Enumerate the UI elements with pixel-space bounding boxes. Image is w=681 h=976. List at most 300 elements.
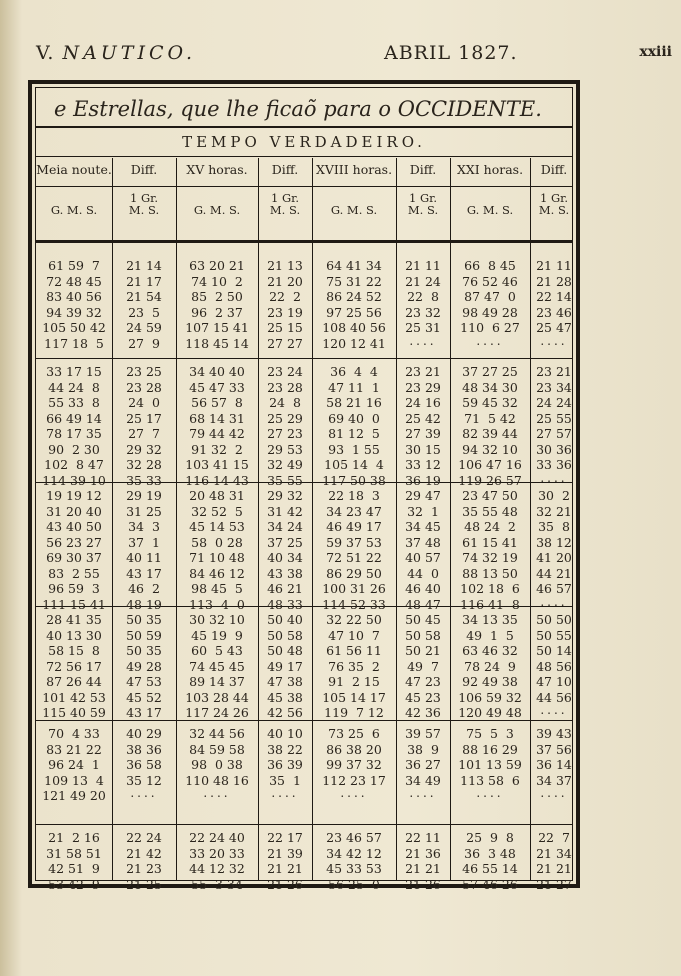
table-cell: 35 12 (126, 772, 162, 788)
table-cell: 101 13 59 (458, 757, 522, 772)
table-cell: 93 1 55 (328, 441, 380, 457)
table-cell: 47 11 1 (328, 379, 380, 395)
table-cell: 72 48 45 (46, 273, 102, 289)
table-cell: 21 39 (267, 845, 303, 861)
table-cell: 38 36 (126, 741, 162, 757)
table-cell: 59 37 53 (326, 534, 382, 550)
column-rule (450, 158, 451, 880)
table-cell: 100 31 26 (322, 581, 386, 596)
table-cell: 31 58 51 (46, 845, 102, 861)
table-cell: 50 21 (405, 643, 441, 658)
column-units: G. M. S. (50, 203, 98, 217)
table-cell: 46 21 (267, 581, 303, 596)
table-cell: 70 4 33 (48, 726, 100, 741)
table-cell: 25 15 (267, 320, 303, 335)
column-units: M. S. (128, 203, 160, 217)
table-cell: 21 21 (405, 861, 441, 876)
table-cell: 69 40 0 (328, 410, 380, 426)
column-units: G. M. S. (330, 203, 378, 217)
column-subheader (176, 204, 258, 216)
table-cell: 102 18 6 (460, 581, 520, 596)
table-cell: 98 0 38 (191, 757, 243, 772)
table-cell: 84 59 58 (189, 741, 245, 757)
table-cell: 105 14 4 (324, 457, 384, 472)
table-cell: 63 46 32 (462, 643, 518, 658)
table-cell: 25 47 (536, 320, 572, 335)
column-header: XVIII horas. (315, 162, 393, 177)
table-cell: 116 41 8 (460, 596, 520, 612)
table-cell: 61 56 11 (326, 643, 382, 658)
table-cell: 45 52 (126, 689, 162, 705)
table-cell: 21 24 (405, 273, 441, 289)
table-cell: 44 12 32 (189, 861, 245, 876)
table-cell: 30 32 10 (189, 612, 245, 627)
table-cell: 111 15 41 (42, 596, 106, 612)
table-cell: 99 37 32 (326, 757, 382, 772)
table-cell: 43 17 (126, 705, 162, 720)
table-cell: 36 4 4 (330, 364, 378, 379)
table-cell: 32 49 (267, 457, 303, 472)
table-cell: 56 57 8 (191, 395, 243, 410)
table-cell: 107 15 41 (185, 320, 249, 335)
table-cell: 21 17 (126, 273, 162, 289)
table-cell: 23 24 (267, 364, 303, 379)
table-cell: 23 46 (536, 304, 572, 320)
table-cell: 86 38 20 (326, 741, 382, 757)
table-cell: 61 59 7 (48, 258, 100, 273)
table-cell: 24 0 (128, 395, 160, 410)
table-cell: 21 20 (267, 273, 303, 289)
table-cell: 98 45 5 (191, 581, 243, 596)
table-cell: 71 5 42 (464, 410, 516, 426)
table-cell: 87 47 0 (464, 289, 516, 304)
table-cell: 46 49 17 (326, 519, 382, 534)
table-cell: 27 7 (128, 426, 160, 441)
table-cell: 40 57 (405, 550, 441, 565)
table-cell: 30 15 (405, 441, 441, 457)
column-subheader (396, 192, 450, 216)
table-cell: 79 44 42 (189, 426, 245, 441)
table-cell: 103 41 15 (185, 457, 249, 472)
table-cell: 110 48 16 (185, 772, 249, 788)
table-cell: 73 25 6 (328, 726, 380, 741)
table-cell: 39 43 (536, 726, 572, 741)
table-cell: 22 14 (536, 289, 572, 304)
table-cell: 46 57 (536, 581, 572, 596)
table-cell: 36 58 (126, 757, 162, 772)
table-cell: 87 26 44 (46, 674, 102, 689)
table-cell: 78 24 9 (464, 658, 516, 674)
table-cell: 56 25 0 (328, 876, 380, 892)
table-cell: 82 39 44 (462, 426, 518, 441)
dotted-leader: .... (540, 333, 568, 348)
table-cell: 85 2 50 (191, 289, 243, 304)
table-cell: 76 35 2 (328, 658, 380, 674)
column-units: G. M. S. (193, 203, 241, 217)
table-cell: 36 27 (405, 757, 441, 772)
table-cell: 45 38 (267, 689, 303, 705)
table-cell: 48 56 (536, 658, 572, 674)
table-cell: 113 58 6 (460, 772, 520, 788)
table-cell: 43 17 (126, 565, 162, 581)
table-cell: 108 40 56 (322, 320, 386, 335)
table-cell: 30 36 (536, 441, 572, 457)
table-cell: 113 4 0 (189, 596, 245, 612)
table-cell: 38 9 (407, 741, 439, 757)
table-cell: 33 12 (405, 457, 441, 472)
table-cell: 40 11 (126, 550, 162, 565)
dotted-leader: .... (271, 786, 299, 800)
table-cell: 25 9 8 (466, 830, 514, 845)
column-3 (258, 158, 312, 892)
table-cell: 32 28 (126, 457, 162, 472)
table-cell: 117 24 26 (185, 705, 249, 720)
table-cell: 24 16 (405, 395, 441, 410)
table-cell: 34 37 (536, 772, 572, 788)
table-cell: 47 23 (405, 674, 441, 689)
table-cell: 29 53 (267, 441, 303, 457)
table-cell: 55 33 8 (48, 395, 100, 410)
table-cell: 45 33 53 (326, 861, 382, 876)
column-header: XV horas. (186, 162, 248, 177)
table-cell: 102 8 47 (44, 457, 104, 472)
table-cell: 40 34 (267, 550, 303, 565)
table-cell: 45 19 9 (191, 627, 243, 643)
table-cell: 21 42 (126, 845, 162, 861)
table-cell: 40 29 (126, 726, 162, 741)
table-cell: 116 14 43 (185, 472, 249, 488)
table-cell: 57 46 26 (462, 876, 518, 892)
table-cell: 96 59 3 (48, 581, 100, 596)
table-cell: 31 25 (126, 503, 162, 519)
table-cell: 34 42 12 (326, 845, 382, 861)
table-cell: 37 48 (405, 534, 441, 550)
table-cell: 75 31 22 (326, 273, 382, 289)
table-cell: 30 2 (538, 488, 570, 503)
table-cell: 38 22 (267, 741, 303, 757)
table-cell: 47 53 (126, 674, 162, 689)
table-cell: 25 42 (405, 410, 441, 426)
table-cell: 44 24 8 (48, 379, 100, 395)
table-cell: 96 24 1 (48, 757, 100, 772)
table-cell: 40 13 30 (46, 627, 102, 643)
table-cell: 21 21 (267, 861, 303, 876)
table-cell: 83 21 22 (46, 741, 102, 757)
table-cell: 41 20 (536, 550, 572, 565)
table-cell: 58 0 28 (191, 534, 243, 550)
table-cell: 23 28 (267, 379, 303, 395)
table-cell: 21 26 (267, 876, 303, 892)
table-cell: 48 24 2 (464, 519, 516, 534)
table-cell: 32 44 56 (189, 726, 245, 741)
column-units: M. S. (407, 203, 439, 217)
table-subtitle: e Estrellas, que lhe ficaõ para o OCCIDENTE. (36, 92, 572, 128)
table-cell: 20 48 31 (189, 488, 245, 503)
page-section-numeral: V. (36, 42, 55, 64)
column-2 (176, 158, 258, 892)
table-cell: 35 55 (267, 472, 303, 488)
dotted-leader: .... (130, 786, 158, 800)
table-cell: 34 45 (405, 519, 441, 534)
table-cell: 34 13 35 (462, 612, 518, 627)
table-cell: 114 52 33 (322, 596, 386, 612)
dotted-leader: .... (540, 470, 568, 485)
table-cell: 46 40 (405, 581, 441, 596)
table-cell: 35 33 (126, 472, 162, 488)
table-cell: 21 26 (405, 876, 441, 892)
column-units: M. S. (538, 203, 570, 217)
table-cell: 22 2 (269, 289, 301, 304)
table-cell: 71 10 48 (189, 550, 245, 565)
table-cell: 110 6 27 (460, 320, 520, 335)
table-cell: 40 10 (267, 726, 303, 741)
table-inner (35, 87, 573, 892)
table-cell: 33 20 33 (189, 845, 245, 861)
table-cell: 94 39 32 (46, 304, 102, 320)
table-cell: 21 2 16 (48, 830, 100, 845)
table-cell: 58 21 16 (326, 395, 382, 410)
table-cell: 28 41 35 (46, 612, 102, 627)
table-cell: 86 29 50 (326, 565, 382, 581)
table-cell: 29 19 (126, 488, 162, 503)
table-cell: 90 2 30 (48, 441, 100, 457)
table-cell: 72 56 17 (46, 658, 102, 674)
table-cell: 24 8 (269, 395, 301, 410)
table-cell: 92 49 38 (462, 674, 518, 689)
table-cell: 61 15 41 (462, 534, 518, 550)
dotted-leader: .... (540, 594, 568, 609)
table-cell: 34 24 (267, 519, 303, 534)
table-cell: 27 57 (536, 426, 572, 441)
column-header: XXI horas. (456, 162, 524, 177)
table-cell: 50 50 (536, 612, 572, 627)
running-head-title: NAUTICO. (62, 42, 197, 64)
table-cell: 42 51 9 (48, 861, 100, 876)
running-head-left (36, 42, 196, 64)
table-cell: 94 32 10 (462, 441, 518, 457)
table-cell: 68 14 31 (189, 410, 245, 426)
table-cell: 115 40 59 (42, 705, 106, 720)
table-cell: 119 7 12 (324, 705, 384, 720)
table-cell: 22 8 (407, 289, 439, 304)
table-cell: 25 29 (267, 410, 303, 426)
table-cell: 22 18 3 (328, 488, 380, 503)
table-cell: 47 38 (267, 674, 303, 689)
column-7 (530, 158, 578, 892)
table-cell: 25 55 (536, 410, 572, 426)
table-cell: 50 58 (405, 627, 441, 643)
page-number: xxiii (639, 44, 672, 60)
table-cell: 59 45 32 (462, 395, 518, 410)
table-cell: 22 24 (126, 830, 162, 845)
table-cell: 43 40 50 (46, 519, 102, 534)
table-cell: 74 32 19 (462, 550, 518, 565)
table-cell: 56 23 27 (46, 534, 102, 550)
table-cell: 50 55 (536, 627, 572, 643)
table-cell: 83 2 55 (48, 565, 100, 581)
table-cell: 86 24 52 (326, 289, 382, 304)
table-cell: 47 10 7 (328, 627, 380, 643)
table-cell: 21 13 (267, 258, 303, 273)
column-header: Diff. (130, 162, 158, 177)
table-cell: 34 3 (128, 519, 160, 534)
table-cell: 22 17 (267, 830, 303, 845)
table-cell: 23 21 (536, 364, 572, 379)
table-cell: 112 23 17 (322, 772, 386, 788)
dotted-leader: .... (476, 786, 504, 800)
table-cell: 121 49 20 (42, 788, 106, 803)
table-cell: 50 58 (267, 627, 303, 643)
column-rule (312, 158, 313, 880)
table-cell: 35 1 (269, 772, 301, 788)
table-cell: 36 39 (267, 757, 303, 772)
table-cell: 45 14 53 (189, 519, 245, 534)
table-cell: 49 7 (407, 658, 439, 674)
table-cell: 36 3 48 (464, 845, 516, 861)
dotted-leader: .... (409, 786, 437, 800)
table-cell: 50 40 (267, 612, 303, 627)
column-subheader (450, 204, 530, 216)
table-cell: 33 36 (536, 457, 572, 472)
column-unit-label: 1 Gr. (270, 191, 300, 205)
table-cell: 74 10 2 (191, 273, 243, 289)
table-cell: 21 28 (536, 273, 572, 289)
table-cell: 47 10 (536, 674, 572, 689)
column-subheader (258, 192, 312, 216)
table-cell: 32 1 (407, 503, 439, 519)
table-cell: 22 7 (538, 830, 570, 845)
dotted-leader: .... (409, 333, 437, 348)
column-rule (258, 158, 259, 880)
column-units: G. M. S. (466, 203, 514, 217)
table-cell: 103 28 44 (185, 689, 249, 705)
table-cell: 19 19 12 (46, 488, 102, 503)
table-cell: 32 21 (536, 503, 572, 519)
column-unit-label: 1 Gr. (129, 191, 159, 205)
table-cell: 36 14 (536, 757, 572, 772)
table-cell: 25 31 (405, 320, 441, 335)
table-cell: 69 30 37 (46, 550, 102, 565)
table-cell: 96 2 37 (191, 304, 243, 320)
table-cell: 42 56 (267, 705, 303, 720)
table-cell: 44 21 (536, 565, 572, 581)
table-cell: 35 55 48 (462, 503, 518, 519)
table-cell: 37 1 (128, 534, 160, 550)
table-cell: 49 1 5 (466, 627, 514, 643)
table-cell: 33 17 15 (46, 364, 102, 379)
table-cell: 39 57 (405, 726, 441, 741)
table-cell: 22 11 (405, 830, 441, 845)
table-cell: 21 21 (536, 861, 572, 876)
table-cell: 50 48 (267, 643, 303, 658)
table-cell: 45 47 33 (189, 379, 245, 395)
table-cell: 74 45 45 (189, 658, 245, 674)
table-cell: 27 23 (267, 426, 303, 441)
dotted-leader: .... (476, 333, 504, 348)
table-cell: 34 23 47 (326, 503, 382, 519)
table-cell: 98 49 28 (462, 304, 518, 320)
column-header: Diff. (540, 162, 568, 177)
table-cell: 23 25 (126, 364, 162, 379)
table-frame (28, 80, 580, 892)
table-cell: 37 27 25 (462, 364, 518, 379)
table-cell: 37 56 (536, 741, 572, 757)
table-cell: 34 49 (405, 772, 441, 788)
table-cell: 34 40 40 (189, 364, 245, 379)
table-cell: 101 42 53 (42, 689, 106, 705)
table-cell: 32 22 50 (326, 612, 382, 627)
column-header: Meia noute. (36, 162, 112, 177)
table-cell: 27 39 (405, 426, 441, 441)
column-subheader (112, 192, 176, 216)
table-cell: 53 42 9 (48, 876, 100, 892)
column-rule (396, 158, 397, 880)
table-cell: 106 59 32 (458, 689, 522, 705)
table-cell: 83 40 56 (46, 289, 102, 304)
table-cell: 105 50 42 (42, 320, 106, 335)
dotted-leader: .... (540, 703, 568, 717)
table-cell: 23 19 (267, 304, 303, 320)
table-cell: 84 46 12 (189, 565, 245, 581)
table-cell: 22 24 40 (189, 830, 245, 845)
table-cell: 58 15 8 (48, 643, 100, 658)
table-cell: 21 36 (405, 845, 441, 861)
table-cell: 81 12 5 (328, 426, 380, 441)
table-cell: 50 45 (405, 612, 441, 627)
table-cell: 49 17 (267, 658, 303, 674)
table-cell: 89 14 37 (189, 674, 245, 689)
table-cell: 48 34 30 (462, 379, 518, 395)
table-cell: 50 59 (126, 627, 162, 643)
dotted-leader: .... (540, 786, 568, 800)
table-cell: 119 26 57 (458, 472, 522, 488)
table-cell: 21 34 (536, 845, 572, 861)
table-cell: 24 24 (536, 395, 572, 410)
table-cell: 21 27 (536, 876, 572, 892)
running-head-date: ABRIL 1827. (384, 42, 518, 64)
table-cell: 50 35 (126, 643, 162, 658)
table-cell: 60 5 43 (191, 643, 243, 658)
table-cell: 105 14 17 (322, 689, 386, 705)
table-cell: 45 23 (405, 689, 441, 705)
table-cell: 27 27 (267, 335, 303, 351)
table-cell: 88 13 50 (462, 565, 518, 581)
table-cell: 55 3 34 (191, 876, 243, 892)
column-0 (36, 158, 112, 892)
table-cell: 24 59 (126, 320, 162, 335)
table-cell: 117 50 38 (322, 472, 386, 488)
table-cell: 91 32 2 (191, 441, 243, 457)
table-cell: 43 38 (267, 565, 303, 581)
table-cell: 21 14 (126, 258, 162, 273)
table-cell: 106 47 16 (458, 457, 522, 472)
table-cell: 48 19 (126, 596, 162, 612)
column-rule (176, 158, 177, 880)
table-cell: 48 47 (405, 596, 441, 612)
column-subheader (530, 192, 578, 216)
table-cell: 97 25 56 (326, 304, 382, 320)
column-subheader (36, 204, 112, 216)
column-header: Diff. (409, 162, 437, 177)
table-cell: 44 0 (407, 565, 439, 581)
table-cell: 21 25 (126, 876, 162, 892)
table-cell: 120 49 48 (458, 705, 522, 720)
table-cell: 38 12 (536, 534, 572, 550)
table-cell: 50 14 (536, 643, 572, 658)
column-header: Diff. (271, 162, 299, 177)
table-cell: 31 20 40 (46, 503, 102, 519)
table-cell: 66 49 14 (46, 410, 102, 426)
